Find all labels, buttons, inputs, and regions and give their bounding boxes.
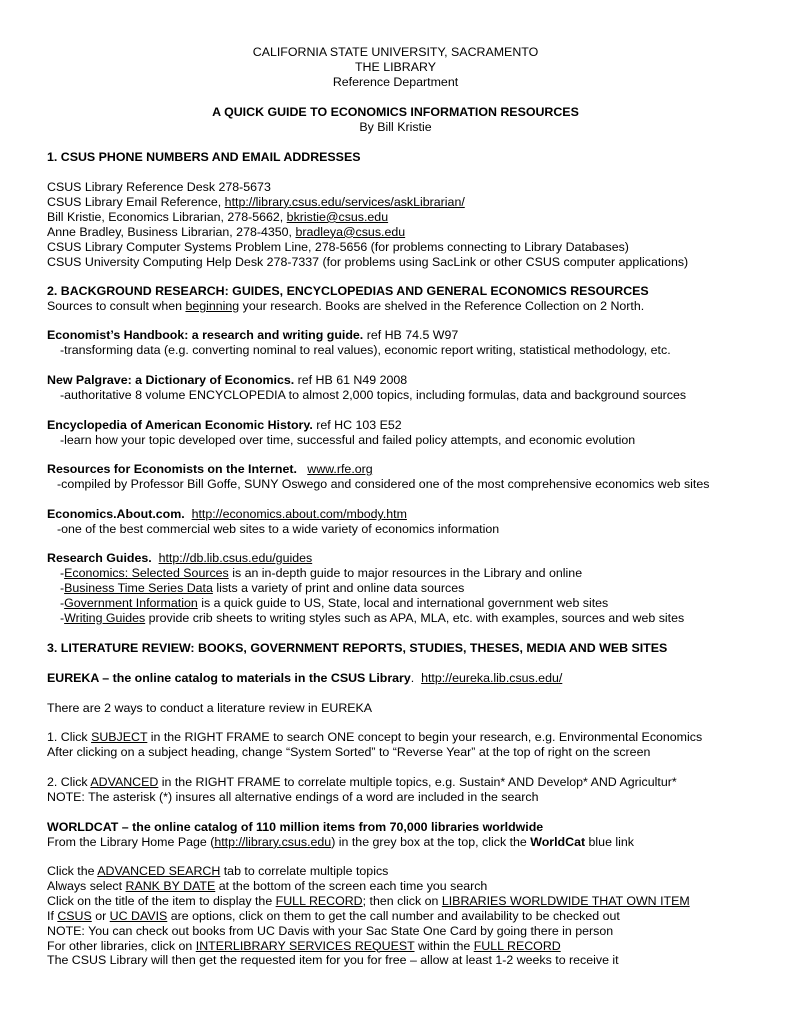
advanced-option: ADVANCED — [90, 775, 159, 789]
contact-label: Bill Kristie, Economics Librarian, 278-5662, — [47, 209, 287, 224]
eureka-line — [47, 671, 787, 686]
ask-librarian-link[interactable]: http://library.csus.edu/services/askLibrarian/ — [224, 194, 465, 209]
contact-line: CSUS Library Reference Desk 278-5673 — [47, 180, 271, 194]
eureka-link[interactable]: http://eureka.lib.csus.edu/ — [421, 671, 563, 685]
instruction-line — [47, 939, 787, 954]
section2-intro — [47, 299, 787, 314]
contact-line — [47, 210, 787, 225]
contact-label: CSUS Library Email Reference, — [47, 194, 225, 209]
department-name: Reference Department — [332, 74, 459, 89]
section1-heading: 1. CSUS PHONE NUMBERS AND EMAIL ADDRESSES — [47, 150, 361, 164]
government-information-link[interactable]: Government Information — [64, 595, 198, 610]
instruction-line — [47, 909, 787, 924]
section3-heading: 3. LITERATURE REVIEW: BOOKS, GOVERNMENT REPORTS, STUDIES, THESES, MEDIA AND WEB SITES — [47, 641, 668, 655]
worldcat-text: blue link — [585, 834, 634, 849]
intro-text: your research. Books are shelved in the Reference Collection on 2 North. — [239, 298, 645, 313]
worldcat-instructions — [47, 864, 787, 968]
instruction-text: Always select — [47, 878, 126, 893]
step-note: NOTE: The asterisk (*) insures all alternative endings of a word are included in the search — [47, 789, 539, 804]
spacer: . — [410, 671, 422, 685]
full-record-option: FULL RECORD — [275, 893, 363, 908]
step-note: After clicking on a subject heading, change “System Sorted” to “Reverse Year” at the top of right on the screen — [47, 744, 651, 759]
guide-item: -Business Time Series Data lists a variety of print and online data sources — [60, 580, 465, 595]
contact-list — [47, 180, 787, 269]
instruction-line: NOTE: You can check out books from UC Davis with your Sac State One Card by going there in person — [47, 923, 614, 938]
worldcat-label: WorldCat — [530, 834, 586, 849]
guide-description: provide crib sheets to writing styles such as APA, MLA, etc. with examples, sources and web sites — [145, 610, 685, 625]
library-name: THE LIBRARY — [354, 59, 437, 74]
instruction-line — [47, 879, 787, 894]
csus-option: CSUS — [57, 908, 92, 923]
eureka-ways: There are 2 ways to conduct a literature review in EUREKA — [47, 701, 373, 715]
instruction-text: Click on the title of the item to display the — [47, 893, 276, 908]
advanced-search-option: ADVANCED SEARCH — [97, 864, 221, 878]
university-name: CALIFORNIA STATE UNIVERSITY, SACRAMENTO — [252, 45, 539, 59]
worldcat-access — [47, 835, 787, 850]
step-text: in the RIGHT FRAME to correlate multiple topics, e.g. Sustain* AND Develop* AND Agricultur* — [158, 775, 677, 789]
rfe-link[interactable]: www.rfe.org — [307, 462, 373, 476]
spacer — [297, 462, 307, 476]
spacer — [185, 507, 192, 521]
resource-title: Research Guides. — [47, 551, 152, 565]
eureka-step-1 — [47, 730, 787, 760]
worldcat-text: From the Library Home Page ( — [47, 834, 215, 849]
resource-title: Resources for Economists on the Internet. — [47, 462, 297, 476]
worldcat-text: ) in the grey box at the top, click the — [331, 834, 531, 849]
instruction-text: For other libraries, click on — [47, 938, 196, 953]
economics-about-link[interactable]: http://economics.about.com/mbody.htm — [191, 507, 407, 521]
resource-rfe — [47, 462, 787, 492]
guide-item: -Economics: Selected Sources is an in-depth guide to major resources in the Library and online — [60, 565, 583, 580]
step-text: in the RIGHT FRAME to search ONE concept to begin your research, e.g. Environmental Economics — [147, 730, 703, 744]
worldcat-block — [47, 820, 787, 850]
section2-intro-block — [47, 284, 787, 314]
contact-line: CSUS Library Computer Systems Problem Line, 278-5656 (for problems connecting to Library Databases) — [47, 239, 629, 254]
resource-title: Encyclopedia of American Economic History. — [47, 418, 313, 432]
document-header — [0, 45, 791, 90]
resource-description: -one of the best commercial web sites to a wide variety of economics information — [57, 521, 500, 536]
resource-economics-about — [47, 507, 787, 537]
subject-option: SUBJECT — [91, 730, 148, 744]
resource-description: -transforming data (e.g. converting nominal to real values), economic report writing, statistical methodology, etc. — [60, 342, 671, 357]
step-text: 2. Click — [47, 775, 91, 789]
resource-title: Economics.About.com. — [47, 507, 185, 521]
instruction-text: If — [47, 908, 58, 923]
document-title: A QUICK GUIDE TO ECONOMICS INFORMATION RESOURCES — [212, 105, 579, 119]
instruction-line — [47, 894, 787, 909]
guide-item: -Writing Guides provide crib sheets to writing styles such as APA, MLA, etc. with examples, sources and web sites — [60, 610, 685, 625]
guide-description: is an in-depth guide to major resources in the Library and online — [228, 565, 583, 580]
writing-guides-link[interactable]: Writing Guides — [64, 610, 146, 625]
contact-line — [47, 195, 787, 210]
resource-new-palgrave — [47, 373, 787, 403]
document-byline: By Bill Kristie — [359, 119, 432, 134]
call-number: ref HC 103 E52 — [312, 418, 402, 432]
instruction-text: Click the — [47, 864, 98, 878]
intro-text: Sources to consult when — [47, 298, 186, 313]
resource-description: -learn how your topic developed over time, successful and failed policy attempts, and economic evolution — [60, 432, 636, 447]
call-number: ref HB 74.5 W97 — [363, 328, 459, 342]
spacer — [152, 551, 159, 565]
eureka-title: EUREKA – the online catalog to materials in the CSUS Library — [47, 671, 411, 685]
instruction-text: ; then click on — [362, 893, 442, 908]
instruction-text: at the bottom of the screen each time you search — [215, 878, 488, 893]
instruction-text: within the — [414, 938, 474, 953]
instruction-line — [47, 864, 787, 879]
interlibrary-request-option: INTERLIBRARY SERVICES REQUEST — [195, 938, 415, 953]
instruction-text: tab to correlate multiple topics — [220, 864, 389, 878]
libraries-worldwide-option: LIBRARIES WORLDWIDE THAT OWN ITEM — [441, 893, 690, 908]
guide-description: lists a variety of print and online data sources — [212, 580, 465, 595]
kristie-email-link[interactable]: bkristie@csus.edu — [286, 209, 389, 224]
research-guides-link[interactable]: http://db.lib.csus.edu/guides — [158, 551, 313, 565]
eureka-step-2 — [47, 775, 787, 805]
section2-heading: 2. BACKGROUND RESEARCH: GUIDES, ENCYCLOPEDIAS AND GENERAL ECONOMICS RESOURCES — [47, 284, 649, 298]
uc-davis-option: UC DAVIS — [109, 908, 168, 923]
contact-line: CSUS University Computing Help Desk 278-7337 (for problems using SacLink or other CSUS computer applications) — [47, 254, 689, 269]
call-number: ref HB 61 N49 2008 — [294, 373, 408, 387]
instruction-text: or — [91, 908, 110, 923]
document-title-block — [0, 105, 791, 135]
step-text: 1. Click — [47, 730, 92, 744]
resource-research-guides — [47, 551, 787, 626]
contact-line — [47, 225, 787, 240]
resource-title: New Palgrave: a Dictionary of Economics. — [47, 373, 295, 387]
resource-encyclopedia-american-economic-history — [47, 418, 787, 448]
guide-item: -Government Information is a quick guide to US, State, local and international government web sites — [60, 595, 609, 610]
economics-selected-sources-link[interactable]: Economics: Selected Sources — [64, 565, 229, 580]
instruction-line: The CSUS Library will then get the requested item for you for free – allow at least 1-2 weeks to receive it — [47, 953, 619, 968]
resource-description: -compiled by Professor Bill Goffe, SUNY Oswego and considered one of the most comprehensive economics web sites — [57, 476, 710, 491]
instruction-text: are options, click on them to get the call number and availability to be checked out — [167, 908, 620, 923]
intro-emphasis: beginning — [185, 298, 240, 313]
guide-description: is a quick guide to US, State, local and international government web sites — [197, 595, 609, 610]
business-time-series-link[interactable]: Business Time Series Data — [64, 580, 213, 595]
library-home-link[interactable]: http://library.csus.edu — [214, 834, 332, 849]
rank-by-date-option: RANK BY DATE — [125, 878, 216, 893]
contact-label: Anne Bradley, Business Librarian, 278-4350, — [47, 224, 296, 239]
resource-economists-handbook — [47, 328, 787, 358]
bradley-email-link[interactable]: bradleya@csus.edu — [295, 224, 406, 239]
worldcat-title: WORLDCAT – the online catalog of 110 million items from 70,000 libraries worldwide — [47, 820, 544, 834]
resource-title: Economist’s Handbook: a research and writing guide. — [47, 328, 364, 342]
resource-description: -authoritative 8 volume ENCYCLOPEDIA to almost 2,000 topics, including formulas, data and background sources — [60, 387, 687, 402]
full-record-option: FULL RECORD — [473, 938, 561, 953]
